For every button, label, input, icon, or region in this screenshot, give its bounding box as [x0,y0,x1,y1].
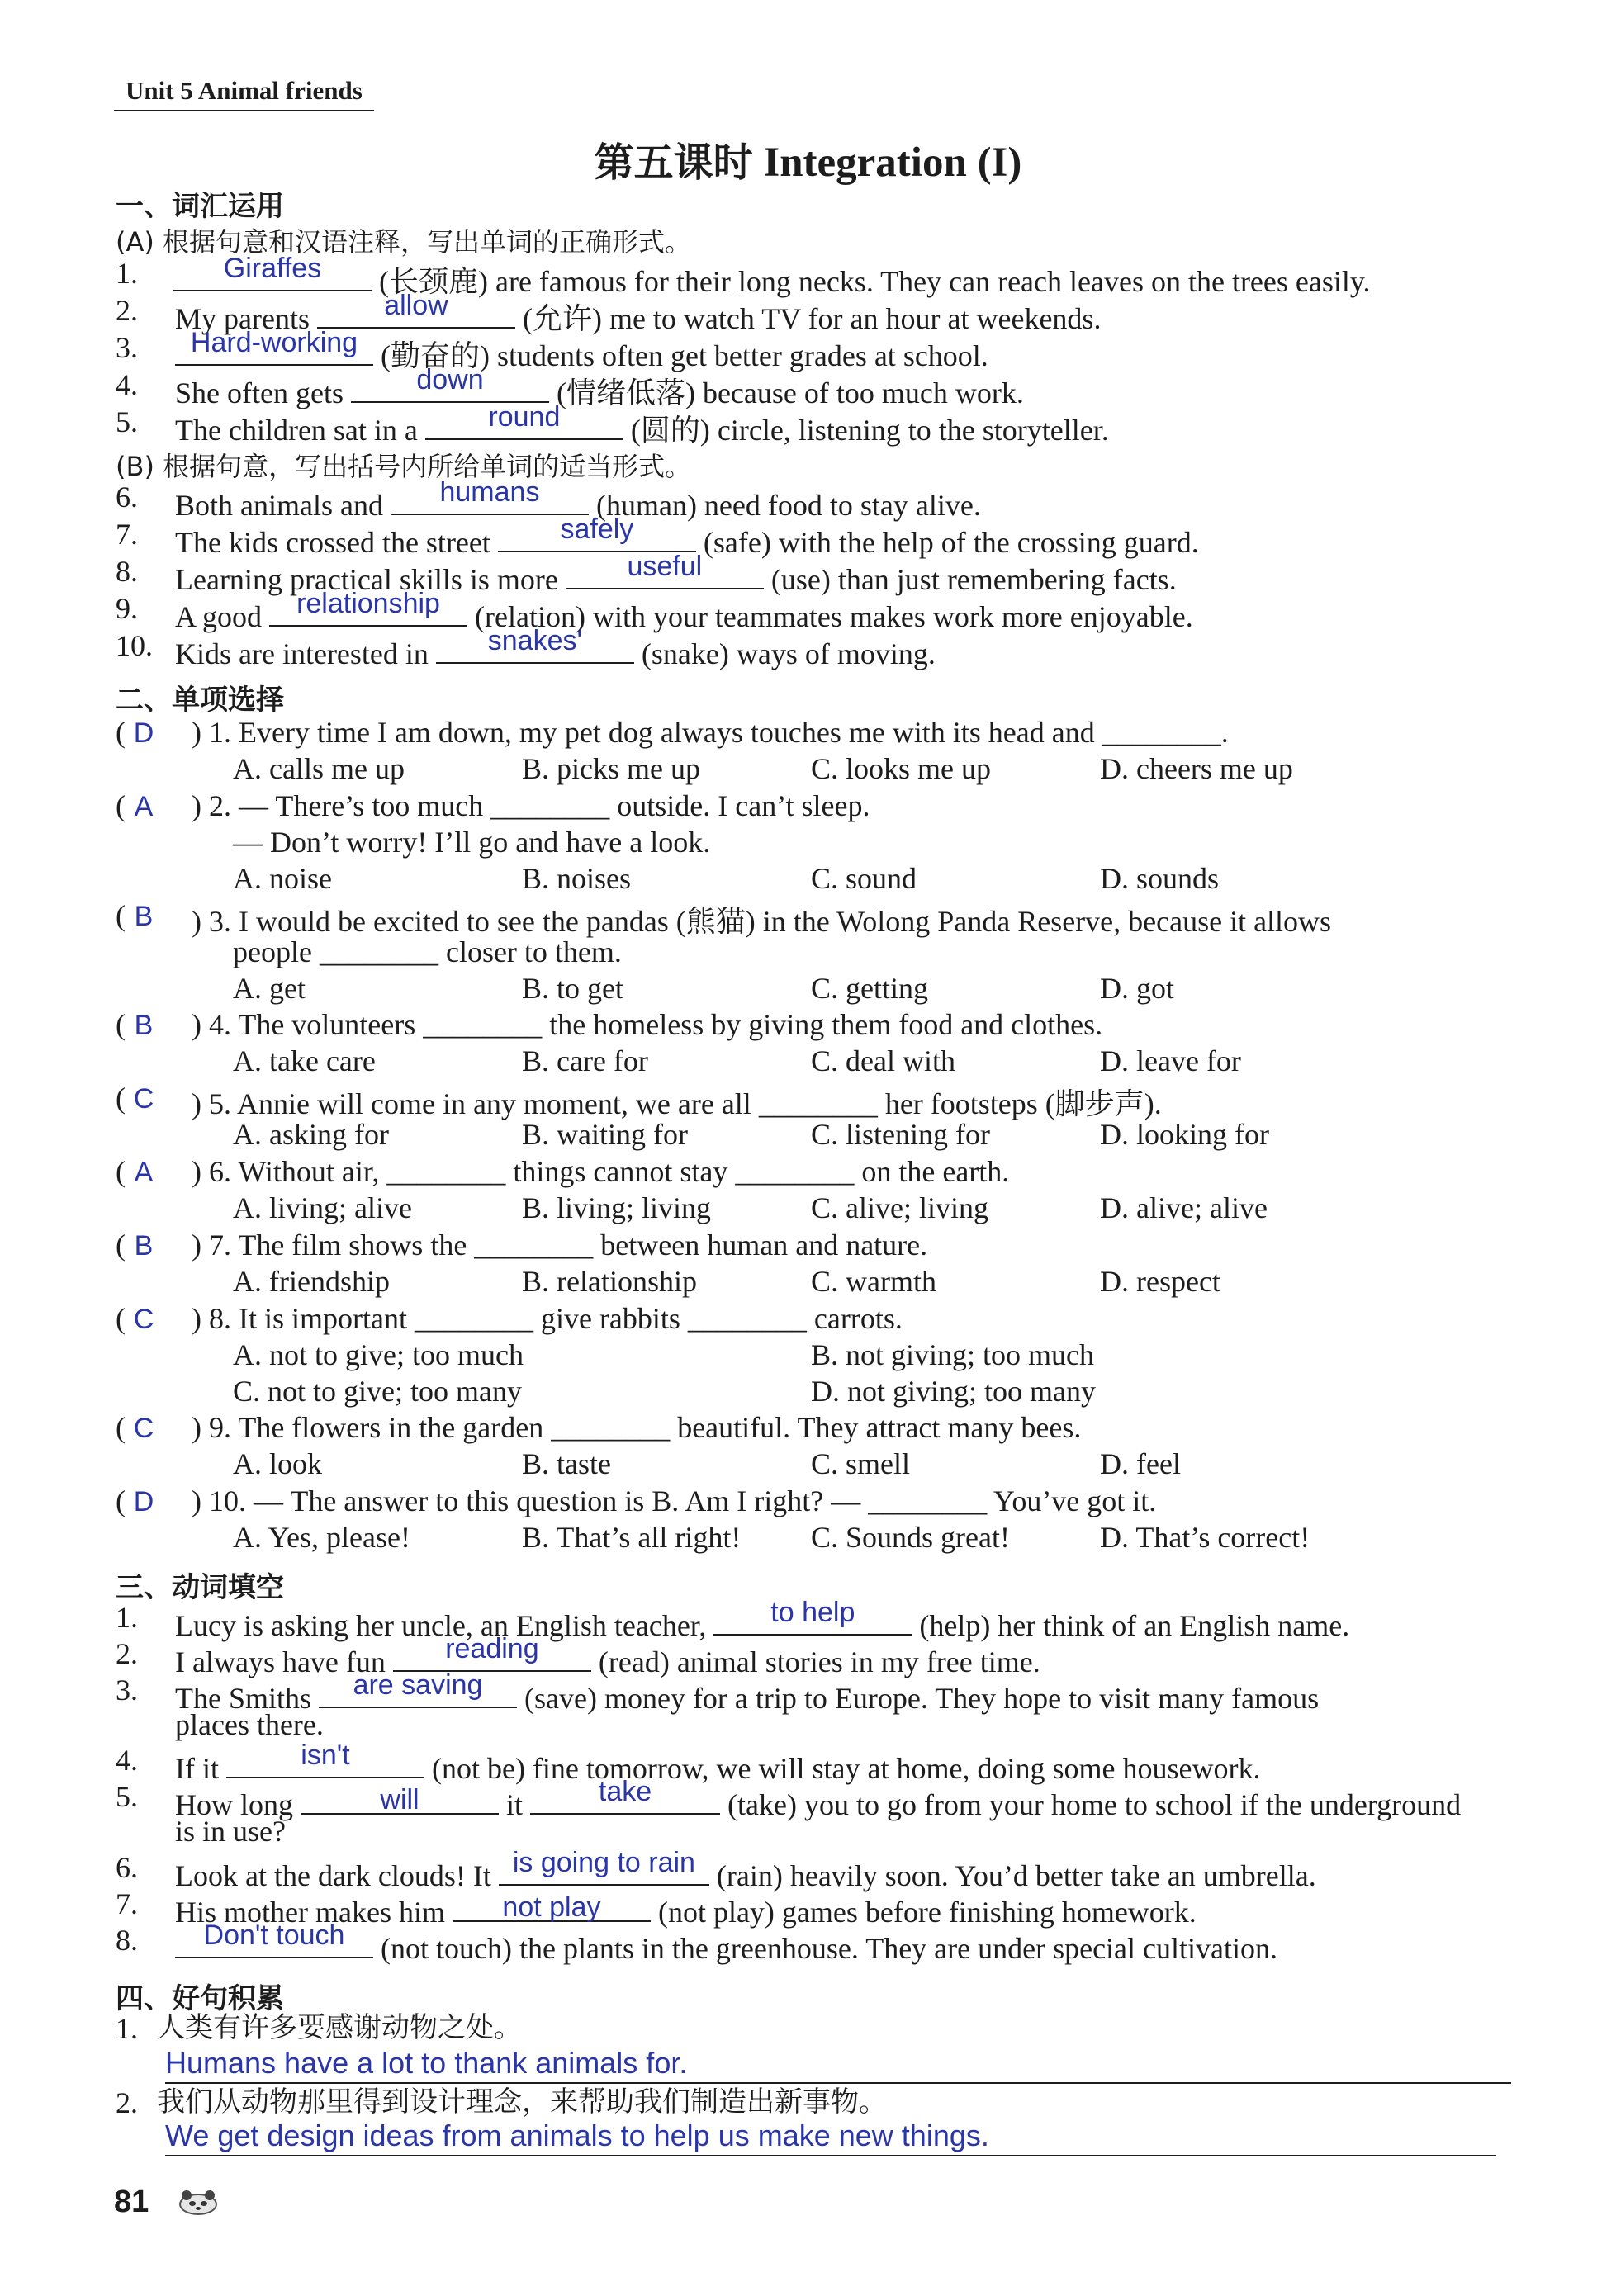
mc-question-cont: people ________ closer to them. [233,935,622,968]
mc-option[interactable]: C. Sounds great! [811,1521,1010,1554]
mc-option[interactable]: D. sounds [1100,862,1220,895]
mc-option[interactable]: A. look [233,1447,322,1480]
answer-line [165,2082,1511,2084]
mc-answer-paren: ( D [116,715,162,750]
mc-answer-letter[interactable]: D [133,1486,154,1517]
answer-blank[interactable]: humans [391,481,589,515]
mc-option[interactable]: D. alive; alive [1100,1191,1268,1224]
mc-option[interactable]: C. listening for [811,1118,990,1151]
answer-blank[interactable]: safely [498,518,696,552]
mc-option[interactable]: D. respect [1100,1265,1220,1298]
mc-answer-letter[interactable]: C [133,1413,154,1444]
answer-blank[interactable]: useful [566,556,764,589]
mc-option[interactable]: A. noise [233,862,332,895]
mc-question: ) 8. It is important ________ give rabbits ________ carrots. [192,1302,903,1335]
mc-option[interactable]: B. picks me up [522,752,700,785]
mc-answer-paren: ( B [116,1007,162,1042]
mc-question: ) 2. — There’s too much ________ outside. I can’t sleep. [192,789,870,822]
lesson-title-cn: 第五课时 [594,140,753,186]
mc-answer-letter[interactable]: B [134,901,154,932]
mc-option[interactable]: D. That’s correct! [1100,1521,1310,1554]
mc-option[interactable]: A. take care [233,1044,376,1077]
mc-option[interactable]: B. relationship [522,1265,697,1298]
mc-answer-paren: ( A [116,788,162,823]
mc-option[interactable]: A. living; alive [233,1191,412,1224]
mc-option[interactable]: C. alive; living [811,1191,988,1224]
mc-option[interactable]: C. not to give; too many [233,1375,522,1408]
mc-option[interactable]: B. That’s all right! [522,1521,742,1554]
mc-option[interactable]: B. to get [522,972,623,1005]
section-heading-vocab: 一、词汇运用 [116,190,284,223]
mc-option[interactable]: B. noises [522,862,632,895]
mc-option[interactable]: A. asking for [233,1118,389,1151]
mc-answer-letter[interactable]: D [133,717,154,749]
mc-answer-letter[interactable]: C [133,1304,154,1335]
mc-option[interactable]: A. not to give; too much [233,1338,524,1371]
answer-blank[interactable]: Hard-working [175,332,373,366]
section-heading-sentences: 四、好句积累 [116,1982,284,2015]
answer-blank[interactable]: is going to rain [499,1852,709,1886]
mc-option[interactable]: B. taste [522,1447,611,1480]
mc-question: ) 1. Every time I am down, my pet dog always touches me with its head and ________. [192,716,1229,749]
mc-answer-paren: ( D [116,1484,162,1518]
mc-answer-paren: ( C [116,1410,162,1445]
mc-answer-letter[interactable]: A [134,791,154,822]
mc-option[interactable]: A. Yes, please! [233,1521,410,1554]
answer-blank[interactable]: reading [393,1638,591,1672]
sentence-answer-1[interactable]: Humans have a lot to thank animals for. [165,2046,688,2080]
instruction-part-a: (A) 根据句意和汉语注释，写出单词的正确形式。 [116,226,692,258]
answer-blank[interactable]: will [301,1781,499,1815]
mc-option[interactable]: D. not giving; too many [811,1375,1096,1408]
mc-answer-paren: ( B [116,898,162,933]
mc-answer-paren: ( C [116,1081,162,1115]
mc-option[interactable]: C. getting [811,972,928,1005]
mc-answer-letter[interactable]: A [134,1157,154,1188]
mc-answer-letter[interactable]: C [133,1083,154,1115]
mc-option[interactable]: A. calls me up [233,752,405,785]
answer-blank[interactable]: relationship [269,593,467,627]
mc-option[interactable]: A. get [233,972,306,1005]
mc-answer-paren: ( A [116,1154,162,1189]
mc-option[interactable]: A. friendship [233,1265,390,1298]
mc-question-cont: — Don’t worry! I’ll go and have a look. [233,826,711,859]
unit-header: Unit 5 Animal friends [114,76,374,111]
mc-option[interactable]: B. not giving; too much [811,1338,1095,1371]
mc-option[interactable]: B. care for [522,1044,648,1077]
answer-blank[interactable]: snakes' [436,630,634,664]
mc-answer-paren: ( C [116,1301,162,1336]
mc-question: ) 7. The film shows the ________ between human and nature. [192,1228,928,1262]
answer-blank[interactable]: isn't [226,1744,424,1778]
answer-blank[interactable]: Giraffes [173,258,372,291]
mc-option[interactable]: D. looking for [1100,1118,1269,1151]
mc-answer-paren: ( B [116,1228,162,1262]
animal-mascot-icon [175,2186,221,2216]
mc-question: ) 4. The volunteers ________ the homeless by giving them food and clothes. [192,1008,1103,1041]
mc-question: ) 5. Annie will come in any moment, we are all ________ her footsteps (脚步声). [192,1087,1162,1120]
lesson-title-en: Integration (I) [752,140,1022,186]
mc-question: ) 10. — The answer to this question is B. Am I right? — ________ You’ve got it. [192,1484,1157,1517]
answer-blank[interactable]: Don't touch [175,1924,373,1958]
mc-option[interactable]: C. warmth [811,1265,936,1298]
lesson-title [0,130,1616,187]
mc-answer-letter[interactable]: B [134,1230,154,1262]
mc-question: ) 9. The flowers in the garden ________ beautiful. They attract many bees. [192,1411,1082,1444]
mc-option[interactable]: B. waiting for [522,1118,688,1151]
mc-option[interactable]: C. smell [811,1447,911,1480]
mc-option[interactable]: D. leave for [1100,1044,1241,1077]
answer-blank[interactable]: are saving [319,1674,517,1708]
answer-line [165,2155,1496,2156]
section-heading-verbs: 三、动词填空 [116,1571,284,1604]
mc-option[interactable]: C. deal with [811,1044,955,1077]
instruction-part-b: (B) 根据句意，写出括号内所给单词的适当形式。 [116,451,692,482]
section-heading-mc: 二、单项选择 [116,684,284,717]
mc-question: ) 3. I would be excited to see the pandas (熊猫) in the Wolong Panda Reserve, because it allows [192,905,1332,938]
mc-question: ) 6. Without air, ________ things cannot stay ________ on the earth. [192,1155,1010,1188]
mc-option[interactable]: C. sound [811,862,917,895]
mc-option[interactable]: D. cheers me up [1100,752,1293,785]
page-number: 81 [114,2185,149,2219]
answer-blank[interactable]: round [425,406,623,440]
answer-blank[interactable]: take [530,1781,720,1815]
mc-option[interactable]: B. living; living [522,1191,712,1224]
mc-answer-letter[interactable]: B [134,1010,154,1041]
answer-blank[interactable]: down [351,369,549,403]
answer-blank[interactable]: to help [713,1602,912,1636]
answer-blank[interactable]: not play [453,1888,651,1922]
mc-option[interactable]: C. looks me up [811,752,992,785]
answer-blank[interactable]: allow [317,295,515,329]
mc-option[interactable]: D. got [1100,972,1174,1005]
sentence-answer-2[interactable]: We get design ideas from animals to help us make new things. [165,2118,989,2152]
workbook-page: Unit 5 Animal friends 第五课时 Integration (I) 一、词汇运用 (A) 根据句意和汉语注释，写出单词的正确形式。 1. Giraffes (长颈鹿) are famous for their long necks. They can reach leaves on the trees easily. 2. My parents allow (允许) me to watch TV for an hour at weekends. 3. Hard-working (勤奋的) students often get better grades at school. 4. She often gets down (情绪低落) because of too much work. 5. The children sat in a round (圆的) circle, listening to the storyteller. (B) 根据句意，写出括号内所给单词的适当形式。 6. Both animals and humans (human) need food to stay alive. 7. The kids crossed the street safely (safe) with the help of the crossing guard. 8. Learning practical skills is more useful (use) than just remembering facts. 9. A good relationship (relation) with your teammates makes work more enjoyable. 10. Kids are interested in snakes' (snake) ways of moving. 二、单项选择 ( D ) 1. Every time I am down, my pet dog always touches me with its head and ________. A. calls me up B. picks me up C. looks me up D. cheers me up ( A ) 2. — There’s too much ________ outside. I can’t sleep. — Don’t worry! I’ll go and have a look. A. noise B. noises C. sound D. sounds ( B ) 3. I would be excited to see the pandas (熊猫) in the Wolong Panda Reserve, because it allows people ________ closer to them. A. get B. to get C. getting D. got ( B ) 4. The volunteers ________ the homeless by giving them food and clothes. A. take care B. care for C. deal with D. leave for ( C ) 5. Annie will come in any moment, we are all ________ her footsteps (脚步声). A. asking for B. waiting for C. listening for D. looking for ( A ) 6. Without air, ________ things cannot stay ________ on the earth. A. living; alive B. living; living C. alive; living D. alive; alive ( B ) 7. The film shows the ________ between human and nature. A. friendship B. relationship C. warmth D. respect ( C ) 8. It is important ________ give rabbits ________ carrots. A. not to give; too much B. not giving; too much C. not to give; too many D. not giving; too many ( C ) 9. The flowers in the garden ________ beautiful. They attract many bees. A. look B. taste C. smell D. feel ( D ) 10. — The answer to this question is B. Am I right? — ________ You’ve got it. A. Yes, please! B. That’s all right! C. Sounds great! D. That’s correct! 三、动词填空 1. Lucy is asking her uncle, an English teacher, to help (help) her think of an English name. 2. I always have fun reading (read) animal stories in my free time. 3. The Smiths are saving (save) money for a trip to Europe. They hope to visit many famous places there. 4. If it isn't (not be) fine tomorrow, we will stay at home, doing some housework. 5. How long will it take (take) you to go from your home to school if the underground is in use? 6. Look at the dark clouds! It is going to rain (rain) heavily soon. You’d better take an umbrella. 7. His mother makes him not play (not play) games before finishing homework. 8. Don't touch (not touch) the plants in the greenhouse. They are under special cultivation. 四、好句积累 1. 人类有许多要感谢动物之处。 Humans have a lot to thank animals for. 2. 我们从动物那里得到设计理念，来帮助我们制造出新事物。 We get design ideas from animals to help us make new things. 81 [0,0,1616,2296]
mc-option[interactable]: D. feel [1100,1447,1181,1480]
